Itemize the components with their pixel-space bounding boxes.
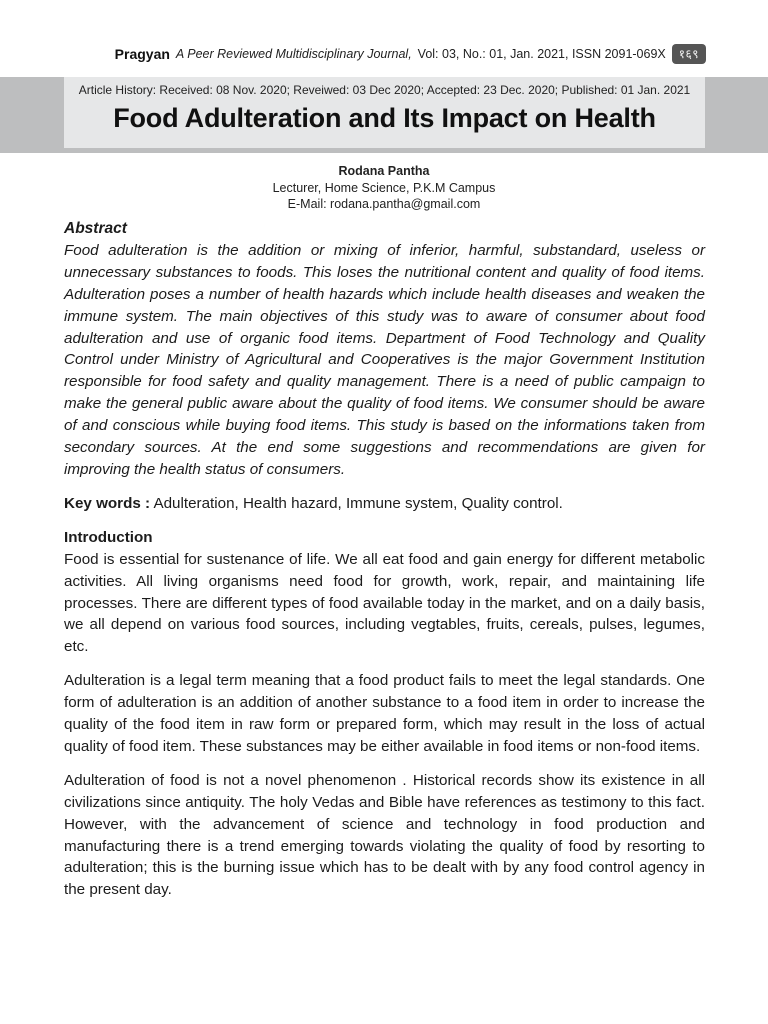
journal-description: A Peer Reviewed Multidisciplinary Journal, — [175, 47, 412, 61]
introduction-paragraph: Adulteration is a legal term meaning that a food product fails to meet the legal standards. One form of adulteration is an addition of another substance to a food item in order to increase the quality of the food item in raw form or prepared form, which may result in the loss of actual quality of food item. These substances may be either available in food items or non-food items. — [64, 672, 705, 755]
author-affiliation: Lecturer, Home Science, P.K.M Campus — [272, 180, 496, 195]
page-number-badge: १६९ — [672, 44, 706, 64]
keywords-text: Adulteration, Health hazard, Immune system, Quality control. — [150, 494, 563, 512]
running-head — [0, 44, 706, 64]
article-history: Article History: Received: 08 Nov. 2020; Reveiwed: 03 Dec 2020; Accepted: 23 Dec. 2020; Published: 01 Jan. 2021 — [78, 83, 691, 97]
author-email: E-Mail: rodana.pantha@gmail.com — [287, 197, 481, 211]
title-panel — [64, 77, 705, 148]
abstract-text: Food adulteration is the addition or mixing of inferior, harmful, substandard, useless or unnecessary substances to foods. This loses the nutritional content and quality of food items. Adulteration poses a number of health hazards which include health diseases and weaken the immune system. The main objectives of this study was to aware of consumer about food adulteration and use of organic food items. Department of Food Technology and Quality Control under Ministry of Agricultural and Cooperatives is the major Government Institution responsible for food safety and quality management. There is a need of public campaign to make the general public aware about the quality of food items. We consumer should be aware of and conscious while buying food items. This study is based on the informations taken from secondary sources. At the end some suggestions and recommendations are given for improving the health status of consumers. — [64, 241, 705, 478]
abstract-heading: Abstract — [64, 220, 127, 237]
title-band — [0, 77, 768, 153]
keywords — [64, 493, 705, 515]
author-name: Rodana Pantha — [338, 164, 430, 178]
journal-name: Pragyan — [114, 46, 170, 62]
introduction-paragraph: Food is essential for sustenance of life. We all eat food and gain energy for different metabolic activities. All living organisms need food for growth, work, repair, and maintaining life processes. There are different types of food available today in the market, and on a daily basis, we all depend on various food sources, including vegtables, fruits, cereals, pulses, legumes, etc. — [64, 550, 705, 656]
article-body — [64, 218, 705, 901]
introduction-heading: Introduction — [64, 528, 153, 546]
author-block — [0, 163, 768, 213]
introduction-paragraph: Adulteration of food is not a novel phenomenon . Historical records show its existence in all civilizations since antiquity. The holy Vedas and Bible have references as testimony to this fact. However, with the advancement of science and technology in food production and manufacturing there is a trend emerging towards violating the quality of food by resorting to adulteration; this is the burning issue which has to be dealt with by any food control agency in the present day. — [64, 771, 705, 899]
keywords-label: Key words : — [64, 494, 151, 512]
paper-title: Food Adulteration and Its Impact on Health — [113, 103, 656, 133]
issue-info: Vol: 03, No.: 01, Jan. 2021, ISSN 2091-069X — [417, 47, 666, 61]
